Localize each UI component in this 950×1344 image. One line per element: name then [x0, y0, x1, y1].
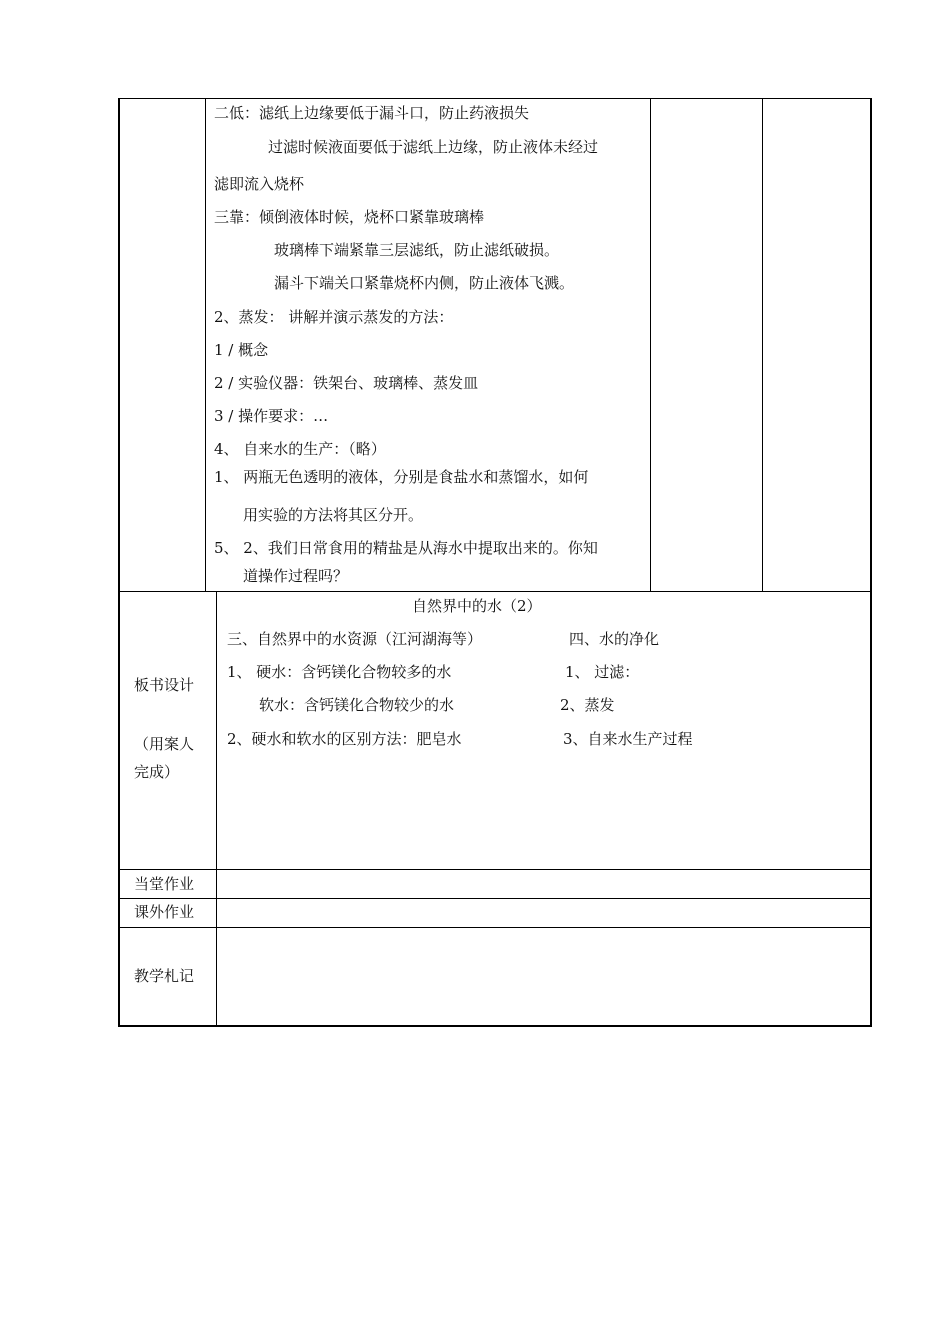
board-label: 板书设计 [134, 676, 195, 694]
content-line: 漏斗下端关口紧靠烧杯内侧，防止液体飞溅。 [274, 274, 575, 292]
board-label-note: （用案人完成） [134, 735, 195, 781]
content-line: 过滤时候液面要低于滤纸上边缘，防止液体未经过 [268, 138, 599, 156]
content-line: 二低：滤纸上边缘要低于漏斗口，防止药液损失 [214, 104, 530, 122]
board-left-line: 软水：含钙镁化合物较少的水 [259, 696, 455, 714]
board-right-line: 3、自来水生产过程 [563, 730, 693, 748]
content-line: 滤即流入烧杯 [214, 175, 305, 193]
content-line: 5、 2、我们日常食用的精盐是从海水中提取出来的。你知 [214, 539, 598, 557]
content-line: 2 / 实验仪器：铁架台、玻璃棒、蒸发皿 [214, 374, 479, 392]
content-line: 玻璃棒下端紧靠三层滤纸，防止滤纸破损。 [274, 241, 560, 259]
board-left-line: 三、自然界中的水资源（江河湖海等） [227, 630, 483, 648]
classwork-label: 当堂作业 [134, 875, 195, 893]
content-line: 1、 两瓶无色透明的液体，分别是食盐水和蒸馏水，如何 [214, 468, 589, 486]
content-line: 3 / 操作要求：… [214, 407, 329, 425]
content-line: 1 / 概念 [214, 341, 269, 359]
content-line: 用实验的方法将其区分开。 [243, 506, 424, 524]
content-line: 2、蒸发： 讲解并演示蒸发的方法： [214, 308, 454, 326]
board-right-line: 2、蒸发 [560, 696, 615, 714]
board-left-line: 1、 硬水：含钙镁化合物较多的水 [227, 663, 452, 681]
board-right-line: 四、水的净化 [569, 630, 660, 648]
teaching-notes-label: 教学札记 [134, 967, 195, 985]
board-right-line: 1、 过滤： [565, 663, 640, 681]
content-line: 道操作过程吗？ [243, 567, 349, 585]
content-line: 4、 自来水的生产：（略） [214, 440, 386, 458]
board-title: 自然界中的水（2） [412, 597, 542, 615]
content-line: 三靠：倾倒液体时候，烧杯口紧靠玻璃棒 [214, 208, 485, 226]
board-left-line: 2、硬水和软水的区别方法：肥皂水 [227, 730, 462, 748]
homework-label: 课外作业 [134, 903, 195, 921]
